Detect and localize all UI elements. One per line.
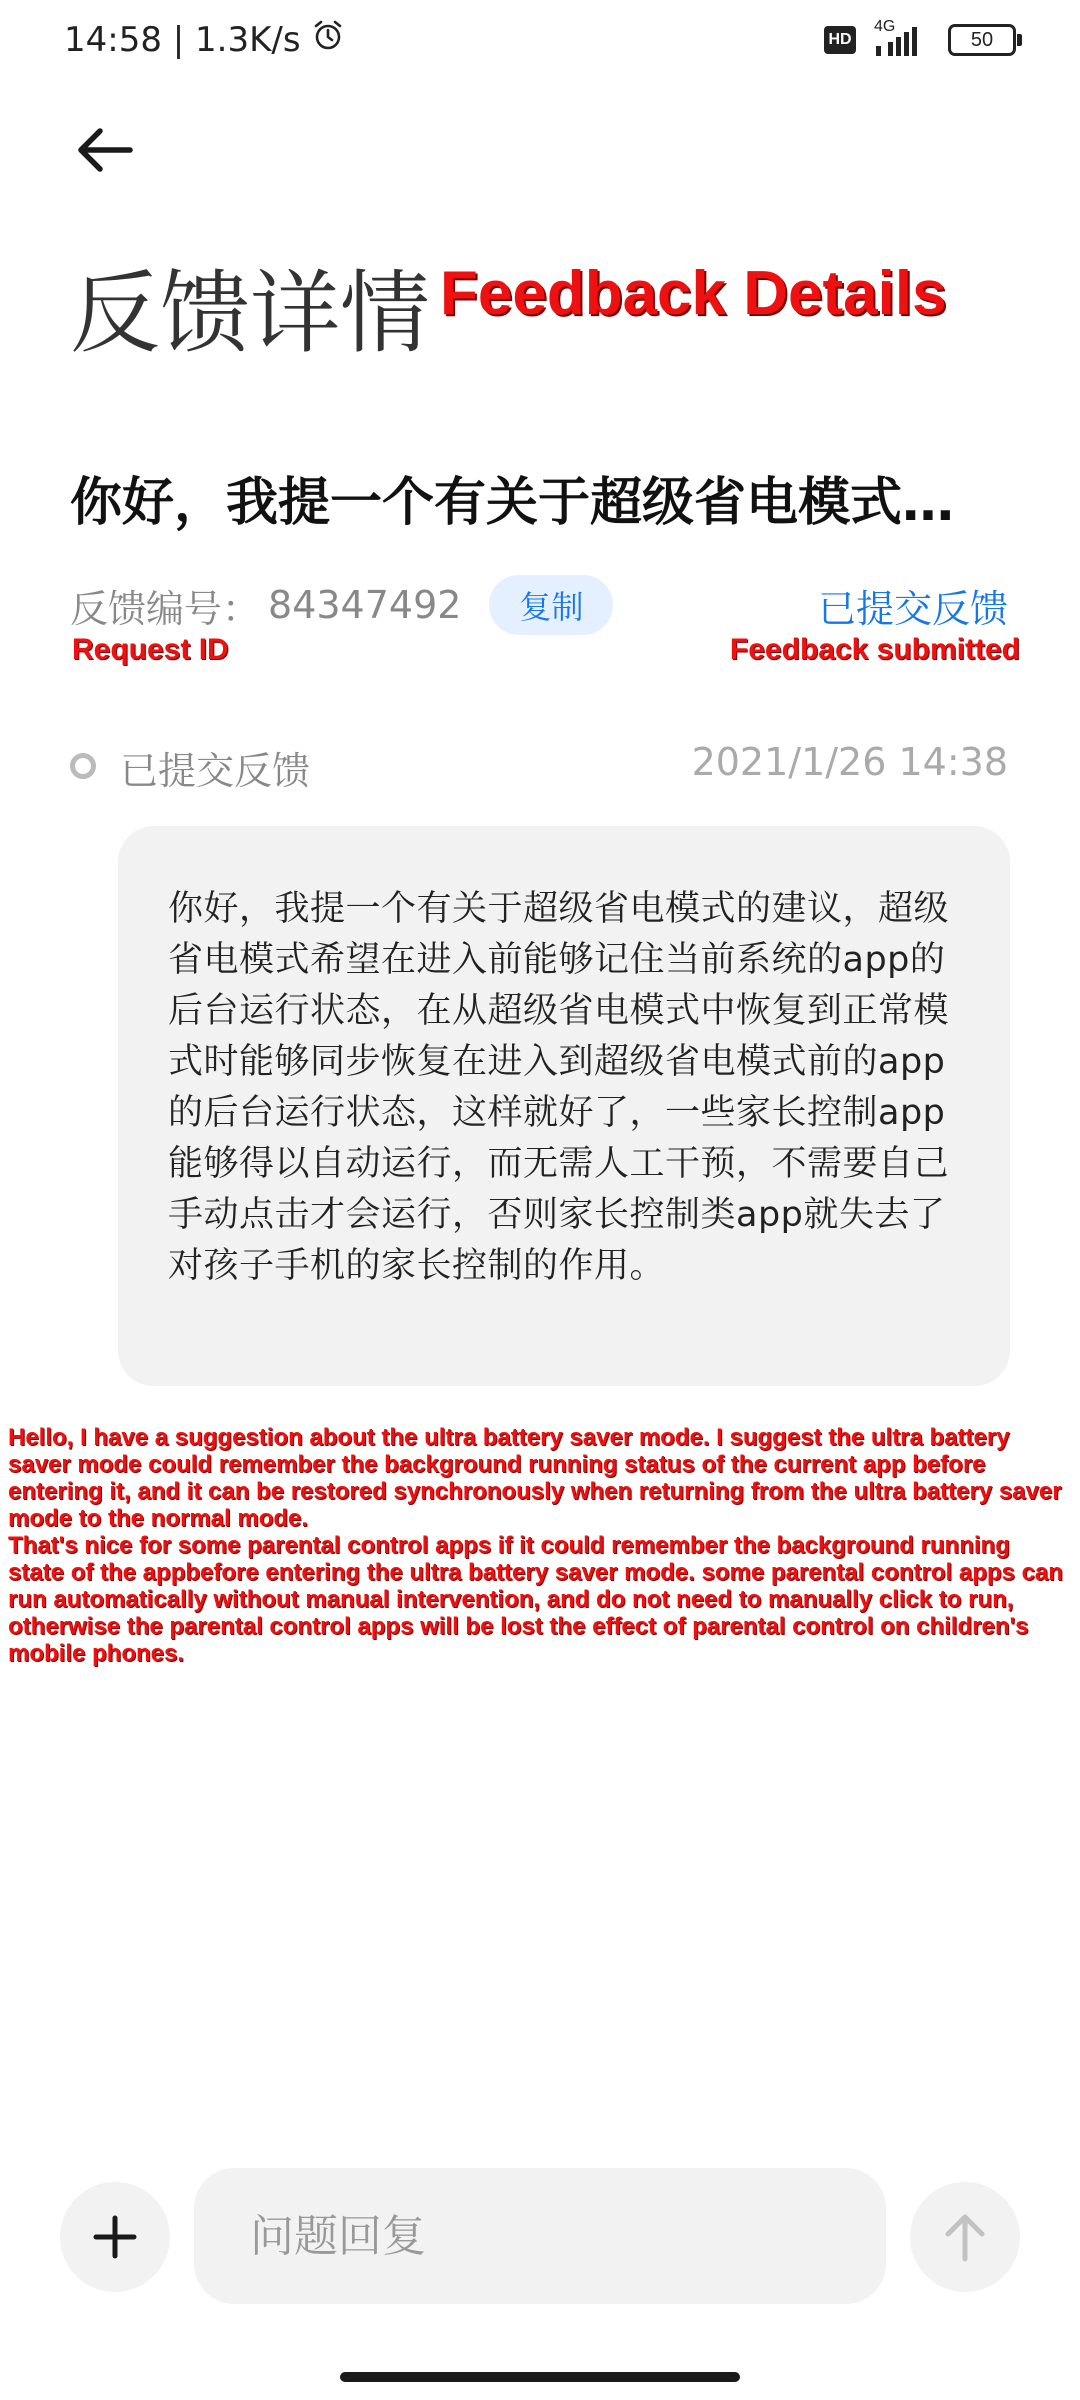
feedback-headline: 你好，我提一个有关于超级省电模式… — [70, 473, 955, 533]
cellular-signal-icon — [872, 20, 932, 60]
battery-icon — [948, 24, 1016, 56]
back-button[interactable] — [70, 115, 140, 185]
translation-paragraph-2: That's nice for some parental control apps if it could remember the background running state of the appbefore entering the ultra battery saver mode. some parental control apps can run automatically without manual intervention, and do not need to manually click to run, otherwise the parental control apps will be lost the effect of parental control on children's mobile phones. — [8, 1532, 1063, 1667]
status-annotation: Feedback submitted — [729, 633, 1020, 666]
copy-button[interactable]: 复制 — [489, 575, 613, 635]
network-type-label: 4G — [874, 18, 896, 35]
status-bar — [0, 0, 1080, 84]
feedback-id-label: 反馈编号： — [70, 586, 261, 631]
title-annotation: Feedback Details — [440, 259, 947, 328]
translation-paragraph-1: Hello, I have a suggestion about the ultra battery saver mode. I suggest the ultra battery saver mode could remember the background running status of the current app before entering it, and it can be restored synchronously when returning from the ultra battery saver mode to the normal mode. — [8, 1424, 1062, 1532]
timeline-timestamp: 2021/1/26 14:38 — [691, 740, 1008, 784]
home-indicator[interactable] — [340, 2372, 740, 2382]
add-button[interactable] — [60, 2182, 170, 2292]
translation-annotation — [8, 1424, 1072, 1667]
feedback-status: 已提交反馈 — [817, 587, 1008, 631]
status-time-speed: 14:58 | 1.3K/s — [64, 19, 301, 60]
timeline-dot-icon — [70, 753, 96, 779]
status-right — [824, 20, 1016, 60]
feedback-id-row — [70, 575, 613, 635]
message-bubble — [118, 826, 1010, 1386]
timeline-status: 已提交反馈 — [120, 749, 311, 793]
arrow-up-icon — [937, 2209, 993, 2265]
feedback-id-value: 84347492 — [268, 583, 462, 627]
request-id-annotation: Request ID — [72, 633, 229, 666]
alarm-clock-icon — [311, 18, 345, 61]
status-left — [64, 18, 345, 61]
battery-level: 50 — [970, 28, 994, 51]
plus-icon — [90, 2212, 140, 2262]
page-title: 反馈详情 — [70, 261, 430, 366]
arrow-left-icon — [70, 115, 140, 185]
send-button[interactable] — [910, 2182, 1020, 2292]
reply-input[interactable] — [194, 2168, 886, 2304]
hd-icon: HD — [824, 26, 856, 54]
message-body: 你好，我提一个有关于超级省电模式的建议，超级省电模式希望在进入前能够记住当前系统的app的后台运行状态，在从超级省电模式中恢复到正常模式时能够同步恢复在进入到超级省电模式前的app的后台运行状态，这样就好了，一些家长控制app能够得以自动运行，而无需人工干预，不需要自己手动点击才会运行，否则家长控制类app就失去了对孩子手机的家长控制的作用。 — [168, 889, 950, 1286]
